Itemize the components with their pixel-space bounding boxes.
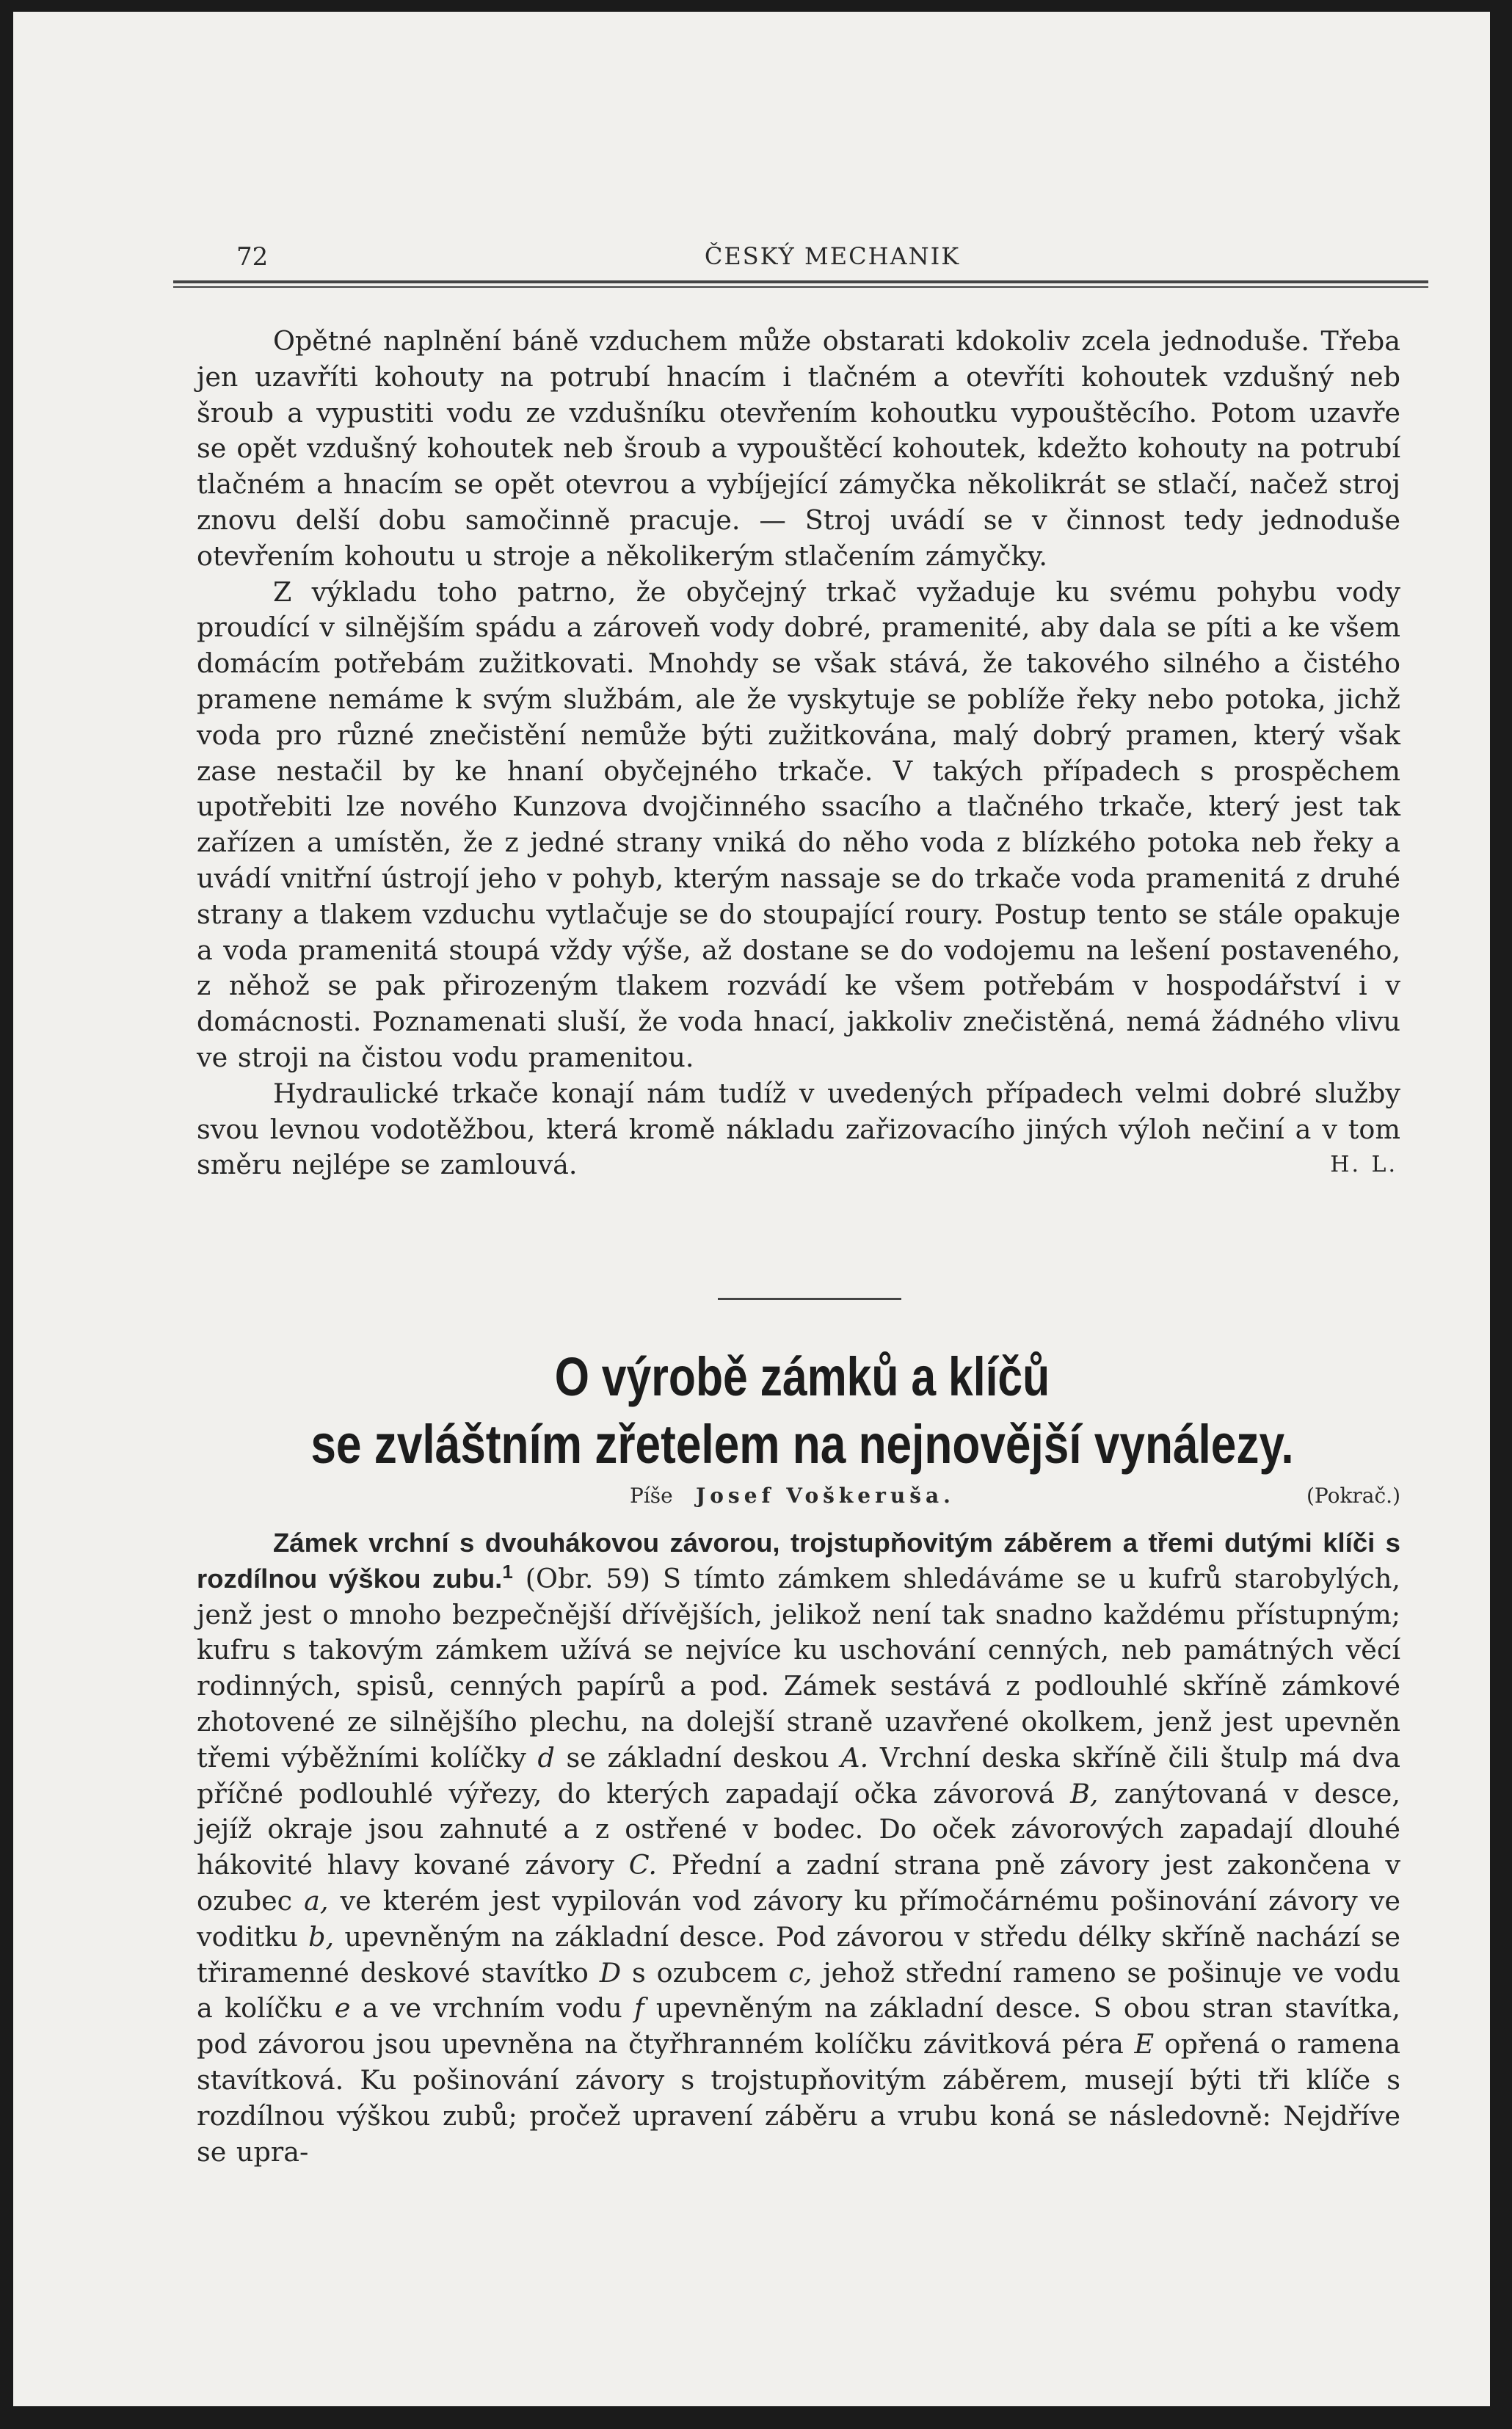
text-2: se základní deskou bbox=[554, 1741, 841, 1773]
text-11: upevněným na základní desce. S obou stran stavítka, pod závorou jsou upevněna na čtyřhranném kolíčku závitková péra bbox=[197, 1992, 1400, 2061]
var-A: A. bbox=[840, 1741, 869, 1773]
var-d: d bbox=[537, 1741, 555, 1773]
var-B: B, bbox=[1070, 1777, 1099, 1809]
text-5: Přední a zadní strana pně závory jest zakončena v ozubec bbox=[197, 1849, 1400, 1917]
var-D: D bbox=[599, 1956, 622, 1989]
book-page bbox=[13, 12, 1490, 2406]
text-1: (Obr. 59) S tímto zámkem shledáváme se u kufrů starobylých, jenž jest o mnoho bezpečnější dřívějších, jelikož není tak snadno každému přístupným; kufru s takovým zámkem užívá se nejvíce ku uschování cenných, neb památných věcí rodinných, spisů, cenných papírů a pod. Zámek sestává z podlouhlé skříně zámkové zhotovené ze silnějšího plechu, na dolejší straně uzavřené okolkem, jenž jest upevněn třemi výběžními kolíčky bbox=[197, 1562, 1400, 1773]
var-c: c, bbox=[788, 1956, 813, 1989]
var-f: f bbox=[634, 1992, 644, 2025]
text-3: Vrchní deska skříně čili štulp má dva příčné podlouhlé výřezy, do kterých zapadají očka závorová bbox=[197, 1741, 1400, 1809]
author-name: Josef Voškeruša. bbox=[696, 1484, 955, 1508]
footnote-marker: 1 bbox=[502, 1560, 513, 1583]
header-rule-thin bbox=[173, 286, 1428, 288]
author-signature: H. L. bbox=[1330, 1152, 1397, 1178]
paragraph-lock-description bbox=[197, 1525, 1400, 2170]
author-prefix: Píše bbox=[630, 1484, 673, 1508]
running-title: ČESKÝ MECHANIK bbox=[704, 242, 961, 270]
text-8: s ozubcem bbox=[621, 1956, 789, 1989]
article-title-line-2: se zvláštním zřetelem na nejnovější vynálezy. bbox=[310, 1414, 1294, 1475]
byline bbox=[197, 1484, 1400, 1516]
article-separator bbox=[718, 1298, 901, 1300]
article-text bbox=[197, 1525, 1400, 2170]
header-rule-thick bbox=[173, 280, 1428, 283]
page-header bbox=[223, 229, 1442, 273]
text-7: upevněným na základní desce. Pod závorou v středu délky skříně nachází se třiramenné deskové stavítko bbox=[197, 1920, 1400, 1989]
page-number: 72 bbox=[236, 242, 269, 272]
article-title-line-1: O výrobě zámků a klíčů bbox=[554, 1346, 1050, 1407]
conclusion-text: Hydraulické trkače konají nám tudíž v uvedených případech velmi dobré služby svou levnou vodotěžbou, která kromě nákladu zařizovacího jiných výloh nečiní a v tom směru nejlépe se zamlouvá. bbox=[197, 1077, 1400, 1181]
paragraph-conclusion bbox=[197, 1076, 1400, 1183]
var-e: e bbox=[334, 1992, 351, 2025]
lead-heading: Zámek vrchní s dvouhákovou závorou, trojstupňovitým záběrem a třemi dutými klíči s rozdílnou výškou zubu. bbox=[197, 1528, 1400, 1594]
var-E: E bbox=[1134, 2028, 1155, 2061]
paragraph-refilling: Opětné naplnění báně vzduchem může obstarati kdokoliv zcela jednoduše. Třeba jen uzavříti kohouty na potrubí hnacím i tlačném a otevříti kohoutek vzdušný neb šroub a vypustiti vodu ze vzdušníku otevřením kohoutku vypouštěcího. Potom uzavře se opět vzdušný kohoutek neb šroub a vypouštěcí kohoutek, kdežto kohouty na potrubí tlačném a hnacím se opět otevrou a vybíjející zámyčka několikrát se stlačí, načež stroj znovu delší dobu samočinně pracuje. — Stroj uvádí se v činnost tedy jednoduše otevřením kohoutu u stroje a několikerým stlačením zámyčky. bbox=[197, 325, 1400, 572]
var-C: C. bbox=[628, 1849, 657, 1881]
var-b: b, bbox=[308, 1920, 335, 1953]
previous-article-text bbox=[197, 324, 1400, 1183]
continuation-note: (Pokrač.) bbox=[1306, 1484, 1400, 1508]
text-12: opřená o ramena stavítková. Ku pošinování závory s trojstupňovitým záběrem, musejí býti tři klíče s rozdílnou výškou zubů; pročež upravení záběru a vrubu koná se následovně: Nejdříve se upra- bbox=[197, 2028, 1400, 2168]
text-6: ve kterém jest vypilován vod závory ku přímočárnému pošinování závory ve voditku bbox=[197, 1884, 1400, 1953]
article-title bbox=[182, 1343, 1422, 1478]
text-4: zanýtovaná v desce, jejíž okraje jsou zahnuté a z ostřené v bodec. Do oček závorových zapadají dlouhé hákovité hlavy kované závory bbox=[197, 1777, 1400, 1881]
text-10: a ve vrchním vodu bbox=[350, 1992, 635, 2025]
text-9: jehož střední rameno se pošinuje ve vodu a kolíčku bbox=[197, 1956, 1400, 2025]
paragraph-kunz-ram: Z výkladu toho patrno, že obyčejný trkač vyžaduje ku svému pohybu vody proudící v silnějším spádu a zároveň vody dobré, pramenité, aby dala se píti a ke všem domácím potřebám zužitkovati. Mnohdy se však stává, že takového silného a čistého pramene nemáme k svým službám, ale že vyskytuje se poblíže řeky nebo potoka, jichž voda pro různé znečistění nemůže býti zužitkována, malý dobrý pramen, který však zase nestačil by ke hnaní obyčejného trkače. V takých případech s prospěchem upotřebiti lze nového Kunzova dvojčinného ssacího a tlačného trkače, který jest tak zařízen a umístěn, že z jedné strany vniká do něho voda z blízkého potoka neb řeky a uvádí vnitřní ústrojí jeho v pohyb, kterým nassaje se do trkače voda pramenitá z druhé strany a tlakem vzduchu vytlačuje se do stoupající roury. Postup tento se stále opakuje a voda pramenitá stoupá vždy výše, až dostane se do vodojemu na lešení postaveného, z něhož se pak přirozeným tlakem rozvádí ke všem potřebám v hospodářství i v domácnosti. Poznamenati sluší, že voda hnací, jakkoliv znečistěná, nemá žádného vlivu ve stroji na čistou vodu pramenitou. bbox=[197, 576, 1400, 1073]
var-a: a, bbox=[304, 1884, 329, 1917]
